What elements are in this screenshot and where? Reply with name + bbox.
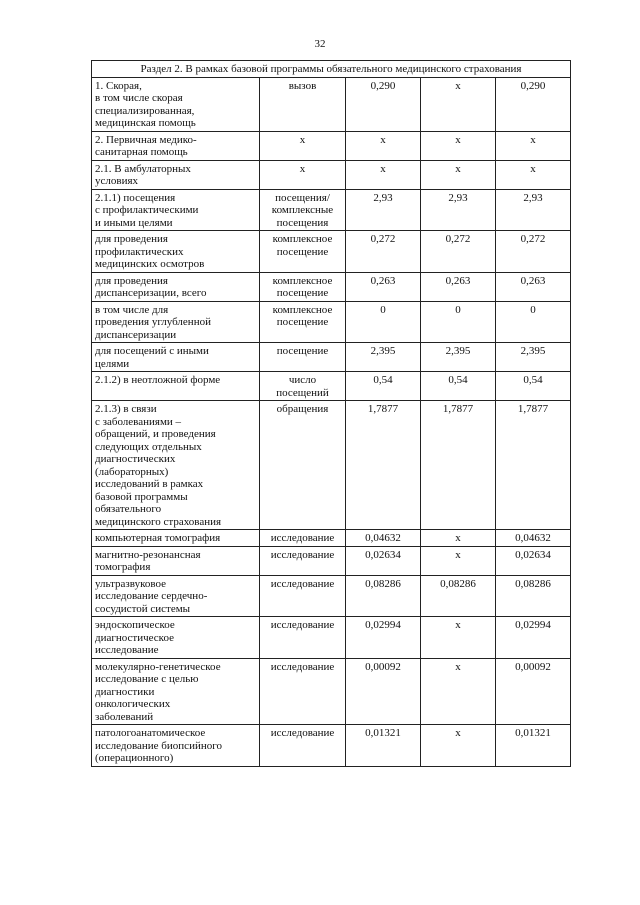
row-value-col-1-cell: [346, 160, 421, 189]
row-value-col-1: 0,02994: [365, 619, 401, 631]
row-value-col-2: х: [455, 532, 461, 544]
row-indicator-name-cell: [92, 301, 260, 343]
row-value-col-2: х: [455, 660, 461, 673]
row-value-col-2: 0: [455, 303, 461, 316]
row-value-col-3-cell: [496, 401, 571, 530]
row-value-col-3-cell: [496, 272, 571, 301]
row-indicator-name: в том числе для проведения углубленной диспансеризации: [95, 303, 211, 341]
row-value-col-2: х: [455, 619, 461, 631]
row-unit: исследование: [270, 532, 335, 544]
row-value-col-3: х: [530, 162, 536, 175]
row-value-col-2-cell: [421, 725, 496, 767]
row-unit-cell: [260, 617, 346, 659]
row-indicator-name: 2.1. В амбулаторных условиях: [95, 162, 191, 187]
row-value-col-2-cell: [421, 575, 496, 617]
row-indicator-name: 2.1.3) в связи с заболеваниями – обращений, и проведения следующих отдельных диагностических (лабораторных) исследований в рамках базовой программы обязательного медицинского страхования: [95, 403, 222, 528]
row-value-col-2-cell: [421, 189, 496, 231]
table-row: [92, 231, 571, 273]
row-value-col-3-cell: [496, 658, 571, 725]
row-value-col-2: х: [455, 548, 461, 561]
row-value-col-2: 0,263: [445, 274, 471, 287]
row-value-col-1: 2,93: [373, 191, 393, 204]
row-value-col-1-cell: [346, 658, 421, 725]
row-value-col-1-cell: [346, 725, 421, 767]
table-row: [92, 131, 571, 160]
row-unit-cell: [260, 343, 346, 372]
table-row: [92, 401, 571, 530]
row-indicator-name-cell: [92, 77, 260, 131]
row-value-col-1: 0,263: [370, 274, 396, 287]
row-indicator-name: магнитно-резонансная томография: [95, 548, 201, 573]
row-value-col-1: 0,02634: [365, 548, 401, 561]
row-indicator-name: 1. Скорая, в том числе скорая специализированная, медицинская помощь: [95, 79, 196, 129]
table-row: [92, 343, 571, 372]
row-indicator-name-cell: [92, 617, 260, 659]
row-unit-cell: [260, 401, 346, 530]
row-indicator-name: 2.1.2) в неотложной форме: [95, 374, 221, 386]
row-indicator-name-cell: [92, 372, 260, 401]
row-value-col-1-cell: [346, 617, 421, 659]
row-value-col-2-cell: [421, 658, 496, 725]
row-indicator-name: эндоскопическое диагностическое исследование: [95, 619, 175, 656]
row-unit: обращения: [276, 403, 329, 415]
section-header-row: [92, 61, 571, 78]
row-value-col-1-cell: [346, 546, 421, 575]
row-value-col-3: 0,290: [520, 79, 546, 92]
row-value-col-2-cell: [421, 530, 496, 547]
row-value-col-3-cell: [496, 530, 571, 547]
row-indicator-name-cell: [92, 575, 260, 617]
row-value-col-3-cell: [496, 77, 571, 131]
table-row: [92, 272, 571, 301]
row-unit: посещение: [276, 345, 329, 357]
row-value-col-2-cell: [421, 401, 496, 530]
row-unit: комплексное посещение: [272, 233, 333, 258]
row-value-col-1: 0,04632: [365, 532, 401, 544]
table-row: [92, 189, 571, 231]
row-value-col-2: х: [455, 79, 461, 92]
row-value-col-1: 0,272: [370, 233, 396, 245]
row-value-col-1-cell: [346, 231, 421, 273]
row-value-col-1-cell: [346, 343, 421, 372]
row-unit-cell: [260, 160, 346, 189]
table-row: [92, 617, 571, 659]
row-indicator-name: для посещений с иными целями: [95, 345, 209, 370]
row-unit-cell: [260, 725, 346, 767]
page-number: 32: [314, 38, 326, 50]
row-value-col-1-cell: [346, 530, 421, 547]
row-value-col-1: 0: [380, 303, 386, 316]
table-row: [92, 530, 571, 547]
row-value-col-1-cell: [346, 77, 421, 131]
row-value-col-1: х: [380, 133, 386, 146]
section-title: Раздел 2. В рамках базовой программы обязательного медицинского страхования: [92, 61, 571, 78]
row-value-col-3: 0,54: [523, 374, 543, 386]
row-value-col-2: х: [455, 727, 461, 739]
row-value-col-2-cell: [421, 160, 496, 189]
row-value-col-3-cell: [496, 372, 571, 401]
row-unit-cell: [260, 546, 346, 575]
row-unit: исследование: [270, 619, 335, 631]
row-value-col-3-cell: [496, 546, 571, 575]
row-unit: число посещений: [276, 374, 329, 399]
row-unit: исследование: [270, 577, 335, 590]
row-unit: х: [299, 162, 306, 175]
table-row: [92, 658, 571, 725]
row-value-col-3: 0,01321: [515, 727, 551, 739]
row-indicator-name-cell: [92, 658, 260, 725]
row-indicator-name-cell: [92, 725, 260, 767]
row-unit: посещения/ комплексные посещения: [271, 191, 334, 229]
row-value-col-3: 0: [530, 303, 536, 316]
row-indicator-name-cell: [92, 131, 260, 160]
row-value-col-3: 0,02634: [515, 548, 551, 561]
row-value-col-1-cell: [346, 272, 421, 301]
row-unit-cell: [260, 575, 346, 617]
row-value-col-3-cell: [496, 231, 571, 273]
table-row: [92, 77, 571, 131]
row-indicator-name: ультразвуковое исследование сердечно- сосудистой системы: [95, 577, 208, 615]
row-value-col-3-cell: [496, 343, 571, 372]
row-unit-cell: [260, 77, 346, 131]
row-value-col-3-cell: [496, 301, 571, 343]
row-indicator-name: для проведения профилактических медицинских осмотров: [95, 233, 205, 270]
row-indicator-name-cell: [92, 231, 260, 273]
table-row: [92, 725, 571, 767]
row-value-col-1-cell: [346, 189, 421, 231]
row-value-col-3: 2,93: [523, 191, 543, 204]
row-value-col-3-cell: [496, 725, 571, 767]
table-row: [92, 160, 571, 189]
row-indicator-name: патологоанатомическое исследование биопсийного (операционного): [95, 727, 222, 764]
row-value-col-3: х: [530, 133, 536, 146]
row-value-col-2-cell: [421, 231, 496, 273]
row-value-col-1: 0,290: [370, 79, 396, 92]
row-value-col-2: 2,93: [448, 191, 468, 204]
row-indicator-name-cell: [92, 401, 260, 530]
medical-care-norms-table: [91, 60, 571, 767]
row-unit: х: [299, 133, 306, 146]
table-row: [92, 301, 571, 343]
row-indicator-name-cell: [92, 160, 260, 189]
row-unit: исследование: [270, 548, 335, 561]
row-value-col-1: 2,395: [370, 345, 396, 357]
row-value-col-2: х: [455, 133, 461, 146]
row-value-col-3-cell: [496, 160, 571, 189]
row-value-col-1-cell: [346, 372, 421, 401]
row-value-col-1-cell: [346, 131, 421, 160]
row-unit-cell: [260, 372, 346, 401]
row-value-col-3: 0,263: [520, 274, 546, 287]
table-row: [92, 575, 571, 617]
row-unit: комплексное посещение: [272, 274, 333, 299]
row-value-col-1-cell: [346, 401, 421, 530]
row-unit: исследование: [270, 660, 335, 673]
row-unit-cell: [260, 189, 346, 231]
row-unit-cell: [260, 301, 346, 343]
row-value-col-3-cell: [496, 189, 571, 231]
row-value-col-1: 1,7877: [367, 403, 399, 415]
row-value-col-3: 0,08286: [515, 577, 551, 590]
row-value-col-2-cell: [421, 617, 496, 659]
row-value-col-1: 0,54: [373, 374, 393, 386]
row-indicator-name-cell: [92, 546, 260, 575]
row-value-col-2: 0,272: [445, 233, 471, 245]
row-value-col-1: 0,01321: [365, 727, 401, 739]
row-value-col-3: 0,02994: [515, 619, 551, 631]
row-value-col-2: 1,7877: [442, 403, 474, 415]
row-unit-cell: [260, 530, 346, 547]
row-value-col-2: х: [455, 162, 461, 175]
row-value-col-1: 0,00092: [365, 660, 401, 673]
row-value-col-1-cell: [346, 575, 421, 617]
row-unit-cell: [260, 658, 346, 725]
row-value-col-2-cell: [421, 546, 496, 575]
row-value-col-3-cell: [496, 617, 571, 659]
row-value-col-2: 0,54: [448, 374, 468, 386]
row-unit: комплексное посещение: [272, 303, 333, 328]
row-value-col-3-cell: [496, 575, 571, 617]
row-indicator-name: для проведения диспансеризации, всего: [95, 274, 207, 299]
row-value-col-3: 1,7877: [517, 403, 549, 415]
row-value-col-3: 0,272: [520, 233, 546, 245]
row-unit: исследование: [270, 727, 335, 739]
row-value-col-2: 0,08286: [440, 577, 476, 590]
row-value-col-2-cell: [421, 372, 496, 401]
row-unit-cell: [260, 272, 346, 301]
row-value-col-2-cell: [421, 77, 496, 131]
row-value-col-3-cell: [496, 131, 571, 160]
row-indicator-name-cell: [92, 272, 260, 301]
row-indicator-name: компьютерная томография: [95, 532, 221, 544]
row-value-col-1-cell: [346, 301, 421, 343]
row-value-col-2-cell: [421, 343, 496, 372]
row-indicator-name-cell: [92, 189, 260, 231]
row-value-col-2: 2,395: [445, 345, 471, 357]
row-indicator-name: 2. Первичная медико- санитарная помощь: [95, 133, 197, 158]
row-value-col-1: х: [380, 162, 386, 175]
row-value-col-2-cell: [421, 301, 496, 343]
table-row: [92, 372, 571, 401]
row-unit: вызов: [288, 79, 317, 92]
row-value-col-1: 0,08286: [365, 577, 401, 590]
row-value-col-2-cell: [421, 272, 496, 301]
row-unit-cell: [260, 231, 346, 273]
row-unit-cell: [260, 131, 346, 160]
row-indicator-name: молекулярно-генетическое исследование с целью диагностики онкологических заболеваний: [95, 660, 221, 723]
row-indicator-name-cell: [92, 343, 260, 372]
row-value-col-3: 0,04632: [515, 532, 551, 544]
table-row: [92, 546, 571, 575]
row-indicator-name-cell: [92, 530, 260, 547]
row-value-col-2-cell: [421, 131, 496, 160]
row-indicator-name: 2.1.1) посещения с профилактическими и иными целями: [95, 191, 199, 229]
row-value-col-3: 0,00092: [515, 660, 551, 673]
row-value-col-3: 2,395: [520, 345, 546, 357]
